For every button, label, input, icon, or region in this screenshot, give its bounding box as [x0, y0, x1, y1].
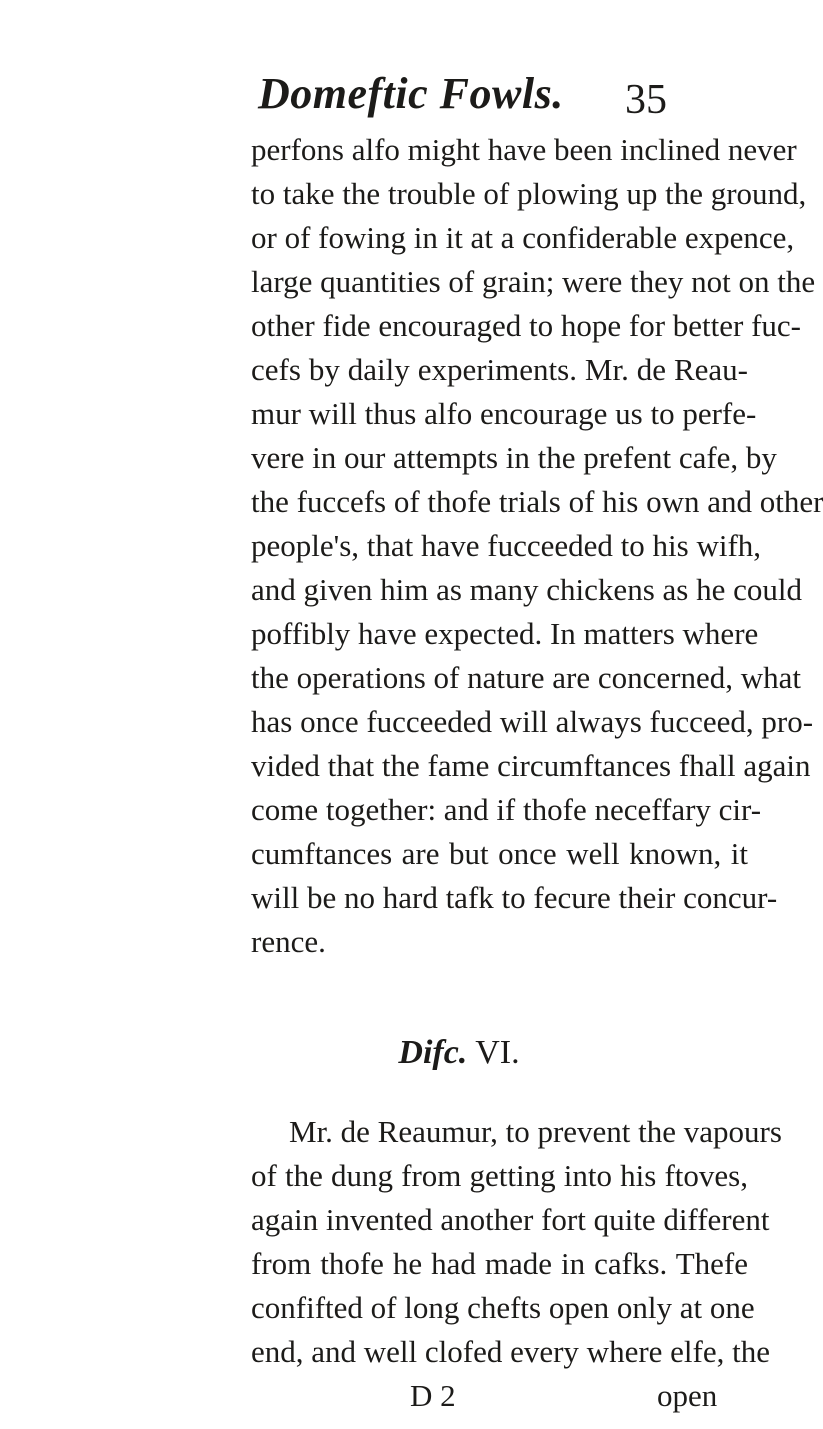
- text-line: of the dung from getting into his ftoves,: [251, 1158, 748, 1193]
- text-line: has once fucceeded will always fucceed, pro-: [251, 704, 814, 739]
- text-line: Mr. de Reaumur, to prevent the vapours: [289, 1114, 782, 1149]
- signature-mark: D 2: [410, 1378, 456, 1413]
- section-heading-abbr: Difc.: [398, 1034, 468, 1071]
- text-line: cumftances are but once well known, it: [251, 836, 748, 871]
- text-line: cefs by daily experiments. Mr. de Reau-: [251, 352, 748, 387]
- text-line: will be no hard tafk to fecure their concur-: [251, 880, 778, 915]
- section-heading: [0, 1028, 800, 1078]
- page-number: 35: [625, 77, 667, 123]
- text-line: again invented another fort quite different: [251, 1202, 770, 1237]
- running-title: Domeftic Fowls.: [258, 69, 564, 118]
- text-line: poffibly have expected. In matters where: [251, 616, 759, 651]
- section-heading-text: [398, 1028, 519, 1078]
- text-line: and given him as many chickens as he could: [251, 572, 802, 607]
- running-head: [0, 64, 800, 124]
- text-line: the operations of nature are concerned, what: [251, 660, 801, 695]
- text-line: large quantities of grain; were they not on the: [251, 264, 816, 299]
- text-line: the fuccefs of thofe trials of his own and other: [251, 484, 823, 519]
- text-line: perfons alfo might have been inclined never: [251, 132, 797, 167]
- text-line: to take the trouble of plowing up the ground,: [251, 176, 807, 211]
- text-line: people's, that have fucceeded to his wifh,: [251, 528, 762, 563]
- text-line: end, and well clofed every where elfe, the: [251, 1334, 770, 1369]
- text-line: from thofe he had made in cafks. Thefe: [251, 1246, 748, 1281]
- text-line: other fide encouraged to hope for better fuc-: [251, 308, 801, 343]
- text-line: rence.: [251, 924, 326, 959]
- text-line: confifted of long chefts open only at one: [251, 1290, 755, 1325]
- text-line: vided that the fame circumftances fhall again: [251, 748, 811, 783]
- text-line: vere in our attempts in the prefent cafe, by: [251, 440, 777, 475]
- text-line: or of fowing in it at a confiderable expence,: [251, 220, 795, 255]
- text-line: mur will thus alfo encourage us to perfe-: [251, 396, 757, 431]
- section-heading-number: VI.: [475, 1034, 520, 1071]
- text-line: come together: and if thofe neceffary cir-: [251, 792, 762, 827]
- page-footer: [0, 1374, 800, 1418]
- catchword: open: [657, 1378, 718, 1413]
